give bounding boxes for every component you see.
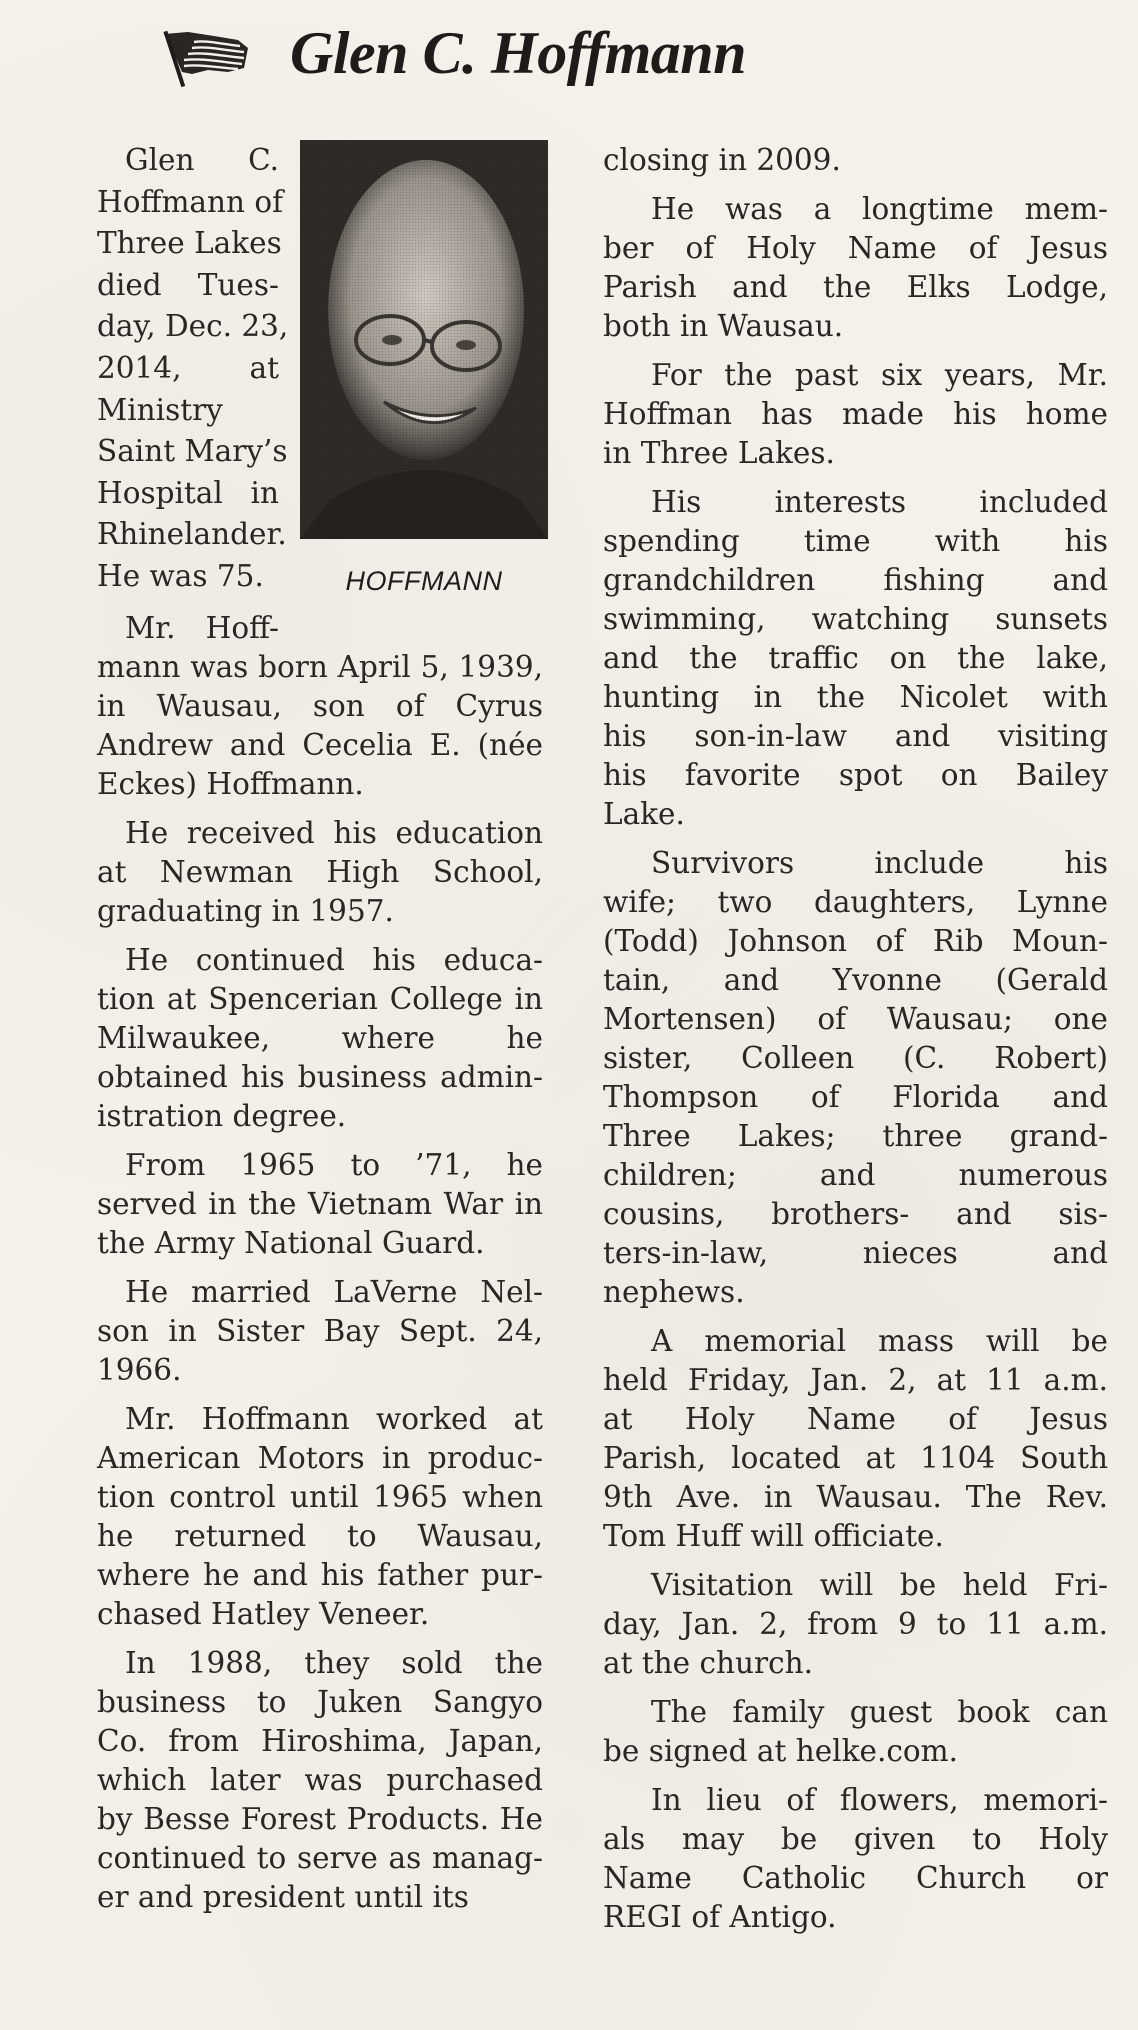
text-line: Mortensen) of Wausau; one [603,1002,1108,1036]
text-line: grandchildren fishing and [603,563,1108,597]
text-line: his son-in-law and visiting [603,719,1108,753]
text-line: Mr. Hoffmann worked at [125,1401,543,1436]
text-line: Lake. [603,797,685,831]
text-line: son in Sister Bay Sept. 24, [97,1313,543,1348]
obituary-headline: Glen C. Hoffmann [290,20,746,86]
text-line: Hospital in [97,475,279,510]
text-line: served in the Vietnam War in [97,1186,543,1221]
text-line: Saint Mary’s [97,434,288,469]
text-line: A memorial mass will be [651,1324,1108,1358]
text-line: (Todd) Johnson of Rib Moun- [603,924,1108,958]
text-line: als may be given to Holy [603,1822,1108,1856]
text-line: Survivors include his [651,846,1108,880]
text-line: He continued his educa- [125,942,543,977]
text-line: spending time with his [603,524,1108,558]
text-line: day, Jan. 2, from 9 to 11 a.m. [603,1607,1108,1641]
text-line: Parish and the Elks Lodge, [603,270,1108,304]
text-line: held Friday, Jan. 2, at 11 a.m. [603,1363,1108,1397]
text-line: sister, Colleen (C. Robert) [603,1041,1108,1075]
text-line: Andrew and Cecelia E. (née [97,727,543,762]
text-line: He received his education [125,815,543,850]
text-line: Name Catholic Church or [603,1861,1108,1895]
text-line: Tom Huff will officiate. [603,1519,944,1553]
text-line: wife; two daughters, Lynne [603,885,1108,919]
text-line: Visitation will be held Fri- [651,1568,1108,1602]
text-line: graduating in 1957. [97,893,394,928]
text-line: be signed at helke.com. [603,1734,958,1768]
text-line: Parish, located at 1104 South [603,1441,1108,1475]
text-line: Thompson of Florida and [603,1080,1108,1114]
text-line: at Newman High School, [97,854,543,889]
text-line: He was 75. [97,559,264,593]
text-line: Milwaukee, where he [97,1020,543,1055]
text-line: Mr. Hoff- [125,610,279,645]
text-line: 1966. [97,1352,182,1387]
text-line: Eckes) Hoffmann. [97,766,364,801]
text-line: Glen C. [125,143,279,177]
text-line: he returned to Wausau, [97,1518,543,1553]
text-line: Three Lakes; three grand- [603,1119,1108,1153]
text-line: istration degree. [97,1098,347,1133]
text-line: died Tues- [97,267,279,302]
text-line: cousins, brothers- and sis- [603,1197,1108,1231]
text-line: hunting in the Nicolet with [603,680,1108,714]
text-line: Co. from Hiroshima, Japan, [97,1723,543,1758]
text-line: Three Lakes [97,226,282,261]
american-flag-icon [158,28,254,88]
text-line: For the past six years, Mr. [651,358,1108,392]
text-line: in Wausau, son of Cyrus [97,688,543,723]
text-line: Hoffmann of [97,184,284,219]
text-line: His interests included [651,485,1108,519]
text-line: nephews. [603,1275,745,1309]
text-line: mann was born April 5, 1939, [97,649,543,684]
text-line: chased Hatley Veneer. [97,1596,430,1631]
text-line: 9th Ave. in Wausau. The Rev. [603,1480,1108,1514]
text-line: tion control until 1965 when [97,1479,543,1514]
text-line: He was a longtime mem- [651,192,1108,226]
text-line: children; and numerous [603,1158,1108,1192]
text-line: tain, and Yvonne (Gerald [603,963,1108,997]
text-line: American Motors in produc- [97,1440,543,1475]
text-line: by Besse Forest Products. He [97,1801,543,1836]
text-line: swimming, watching sunsets [603,602,1108,636]
text-line: er and president until its [97,1879,469,1914]
text-line: and the traffic on the lake, [603,641,1108,675]
text-line: The family guest book can [651,1695,1108,1729]
text-line: He married LaVerne Nel- [125,1274,543,1309]
text-line: business to Juken Sangyo [97,1684,543,1719]
photo-caption: HOFFMANN [345,566,503,596]
text-line: his favorite spot on Bailey [603,758,1108,792]
text-line: From 1965 to ’71, he [125,1147,543,1182]
portrait-photo [300,140,548,539]
text-line: ters-in-law, nieces and [603,1236,1108,1270]
text-line: where he and his father pur- [97,1557,543,1592]
text-line: both in Wausau. [603,309,844,343]
text-line: tion at Spencerian College in [97,981,543,1016]
text-line: Hoffman has made his home [603,397,1108,431]
text-line: at the church. [603,1646,814,1680]
text-line: In lieu of flowers, memori- [651,1783,1108,1817]
text-line: in Three Lakes. [603,436,835,470]
text-line: which later was purchased [97,1762,543,1797]
text-line: REGI of Antigo. [603,1900,837,1934]
text-line: continued to serve as manag- [97,1840,543,1875]
text-line: In 1988, they sold the [125,1645,543,1680]
text-line: Ministry [97,392,223,427]
text-line: the Army National Guard. [97,1225,485,1260]
text-line: day, Dec. 23, [97,309,289,344]
text-line: ber of Holy Name of Jesus [603,231,1108,265]
text-line: Rhinelander. [97,517,287,552]
text-line: closing in 2009. [603,143,841,177]
text-line: 2014, at [97,351,279,385]
text-line: obtained his business admin- [97,1059,543,1094]
text-line: at Holy Name of Jesus [603,1402,1108,1436]
